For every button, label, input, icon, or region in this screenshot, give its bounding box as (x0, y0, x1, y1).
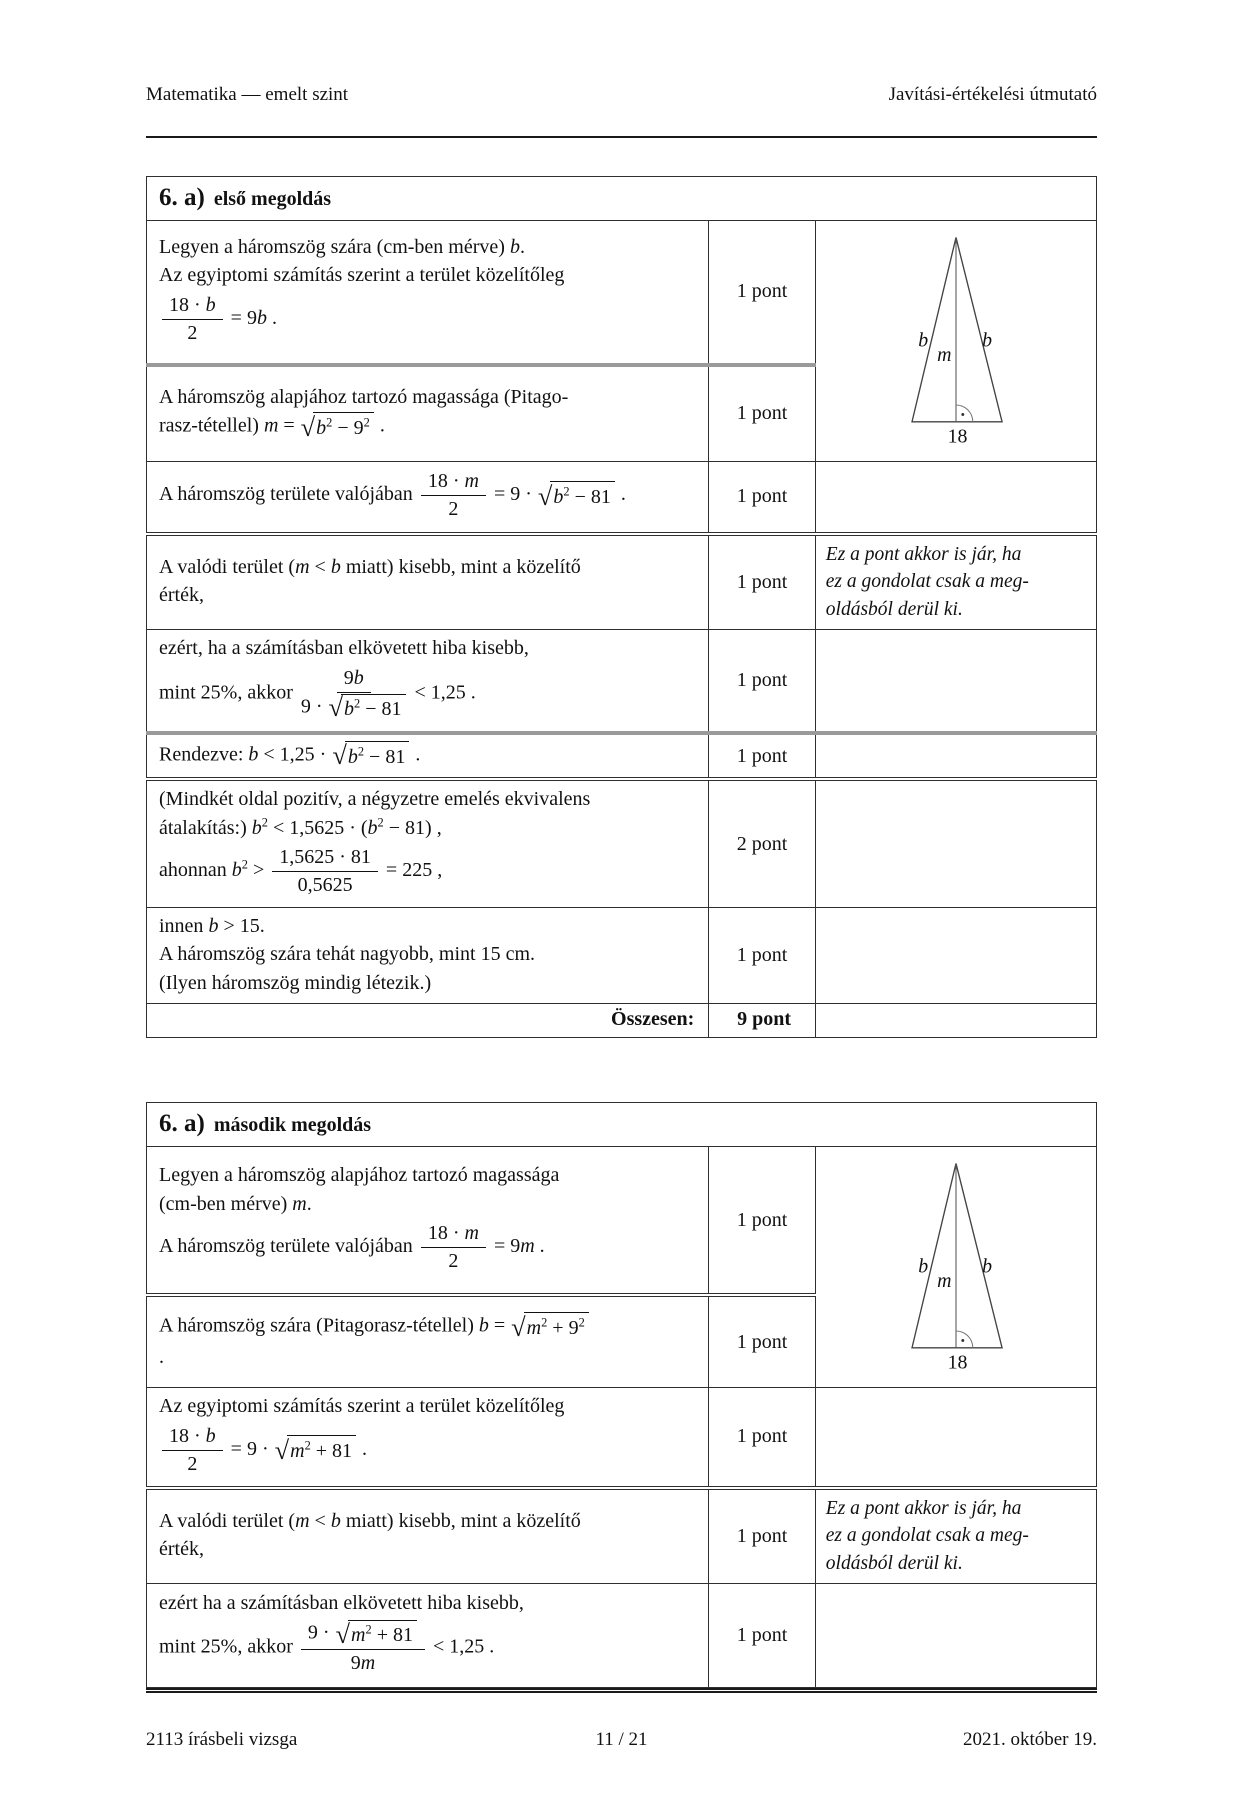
points-cell: 1 pont (709, 1388, 815, 1488)
base-label: 18 (947, 425, 968, 448)
table-row (147, 1147, 1097, 1295)
exercise-number: 6. a) (159, 1109, 205, 1137)
points-cell: 1 pont (709, 1583, 815, 1687)
exercise-number: 6. a) (159, 183, 205, 211)
table-spacer (146, 1038, 1097, 1064)
solution-step-text: ezért ha a számításban elkövetett hiba kisebb, mint 25%, akkor 9 · √ $m^2 + 81$ 9m < 1,25 . (147, 1583, 709, 1687)
note-cell (815, 1004, 1096, 1038)
header-rule (146, 136, 1097, 138)
table-row (147, 733, 1097, 779)
solution-table-second (146, 1102, 1097, 1688)
table-row (147, 1583, 1097, 1687)
note-cell (815, 1583, 1096, 1687)
solution-step-text: Legyen a háromszög alapjához tartozó magassága (cm-ben mérve) m. A háromszög területe valójában $\frac{18 \cdot m}{2}$ = 9m . (147, 1147, 709, 1295)
solution-step-text: A háromszög szára (Pitagorasz-tétellel) b = √ $m^2 + 9^2$ . (147, 1295, 709, 1388)
base-label: 18 (947, 1351, 968, 1374)
note-cell: Ez a pont akkor is jár, ha ez a gondolat csak a meg- oldásból derül ki. (815, 1488, 1096, 1584)
solution-step-text: Legyen a háromszög szára (cm-ben mérve) b. Az egyiptomi számítás szerint a terület közelítőleg $\frac{18 \cdot b}{2}$ = 9b . (147, 221, 709, 365)
table-row (147, 534, 1097, 630)
page-footer-area (146, 1688, 1097, 1817)
solution-step-text: Rendezve: b < 1,25 · √ $b^2 - 81$ . (147, 733, 709, 779)
total-label: Összesen: (147, 1004, 709, 1038)
solution-title: második megoldás (213, 1113, 372, 1136)
triangle-figure (815, 1147, 1096, 1388)
isosceles-triangle-diagram (868, 227, 1044, 449)
table-row (147, 221, 1097, 365)
solution-title: első megoldás (213, 187, 332, 210)
note-cell (815, 779, 1096, 907)
table-row (147, 1388, 1097, 1488)
footer-date: 2021. október 19. (962, 1728, 1097, 1750)
table-title-row (147, 177, 1097, 221)
table-title-row (147, 1103, 1097, 1147)
points-cell: 1 pont (709, 907, 815, 1003)
table-row (147, 1488, 1097, 1584)
table-row (147, 907, 1097, 1003)
note-cell: Ez a pont akkor is jár, ha ez a gondolat csak a meg- oldásból derül ki. (815, 534, 1096, 630)
solution-table-first (146, 176, 1097, 1038)
note-cell (815, 629, 1096, 733)
solution-step-text: innen b > 15. A háromszög szára tehát nagyobb, mint 15 cm. (Ilyen háromszög mindig létezik.) (147, 907, 709, 1003)
points-cell: 1 pont (709, 733, 815, 779)
height-label: m (937, 344, 952, 367)
note-cell (815, 462, 1096, 534)
note-cell (815, 733, 1096, 779)
points-cell: 1 pont (709, 1488, 815, 1584)
side-label-left: b (918, 329, 929, 352)
side-label-right: b (982, 329, 993, 352)
isosceles-triangle-diagram (868, 1153, 1044, 1375)
total-points: 9 pont (709, 1004, 815, 1038)
solution-step-text: Az egyiptomi számítás szerint a terület közelítőleg $\frac{18 \cdot b}{2}$ = 9 · √ $m^2 + 81$ . (147, 1388, 709, 1488)
points-cell: 1 pont (709, 629, 815, 733)
solution-step-text: A háromszög területe valójában $\frac{18 \cdot m}{2}$ = 9 · √ $b^2 - 81$ . (147, 462, 709, 534)
points-cell: 1 pont (709, 365, 815, 462)
triangle-figure (815, 221, 1096, 462)
footer-exam-code: 2113 írásbeli vizsga (146, 1728, 298, 1750)
points-cell: 1 pont (709, 1147, 815, 1295)
solution-step-text: ezért, ha a számításban elkövetett hiba kisebb, mint 25%, akkor 9b 9 · √ $b^2 - 81$ < 1,25 . (147, 629, 709, 733)
height-label: m (937, 1270, 952, 1293)
header-left-title: Matematika — emelt szint (146, 84, 349, 105)
side-label-right: b (982, 1255, 993, 1278)
solution-step-text: A valódi terület (m < b miatt) kisebb, mint a közelítő érték, (147, 1488, 709, 1584)
footer-rule (146, 1688, 1097, 1693)
side-label-left: b (918, 1255, 929, 1278)
solution-step-text: (Mindkét oldal pozitív, a négyzetre emelés ekvivalens átalakítás:) $b^2 < 1,5625 \cdot (b^2 - 81)$ , ahonnan $b^2$ > $\frac{1,5625 \cdot 81}{0,5625}$ = 225 , (147, 779, 709, 907)
points-cell: 1 pont (709, 221, 815, 365)
points-cell: 1 pont (709, 462, 815, 534)
header-right-title: Javítási-értékelési útmutató (888, 84, 1097, 105)
points-cell: 1 pont (709, 1295, 815, 1388)
solution-step-text: A háromszög alapjához tartozó magassága (Pitago- rasz-tétellel) m = √ $b^2 - 9^2$ . (147, 365, 709, 462)
note-cell (815, 1388, 1096, 1488)
page-footer (146, 1729, 1097, 1817)
solution-step-text: A valódi terület (m < b miatt) kisebb, mint a közelítő érték, (147, 534, 709, 630)
table-row (147, 779, 1097, 907)
table-title-cell (147, 1103, 1097, 1147)
note-cell (815, 907, 1096, 1003)
table-row (147, 462, 1097, 534)
table-title-cell (147, 177, 1097, 221)
points-cell: 1 pont (709, 534, 815, 630)
points-cell: 2 pont (709, 779, 815, 907)
table-row (147, 629, 1097, 733)
page-header (146, 84, 1097, 106)
table-total-row (147, 1004, 1097, 1038)
footer-page-number: 11 / 21 (595, 1728, 648, 1750)
